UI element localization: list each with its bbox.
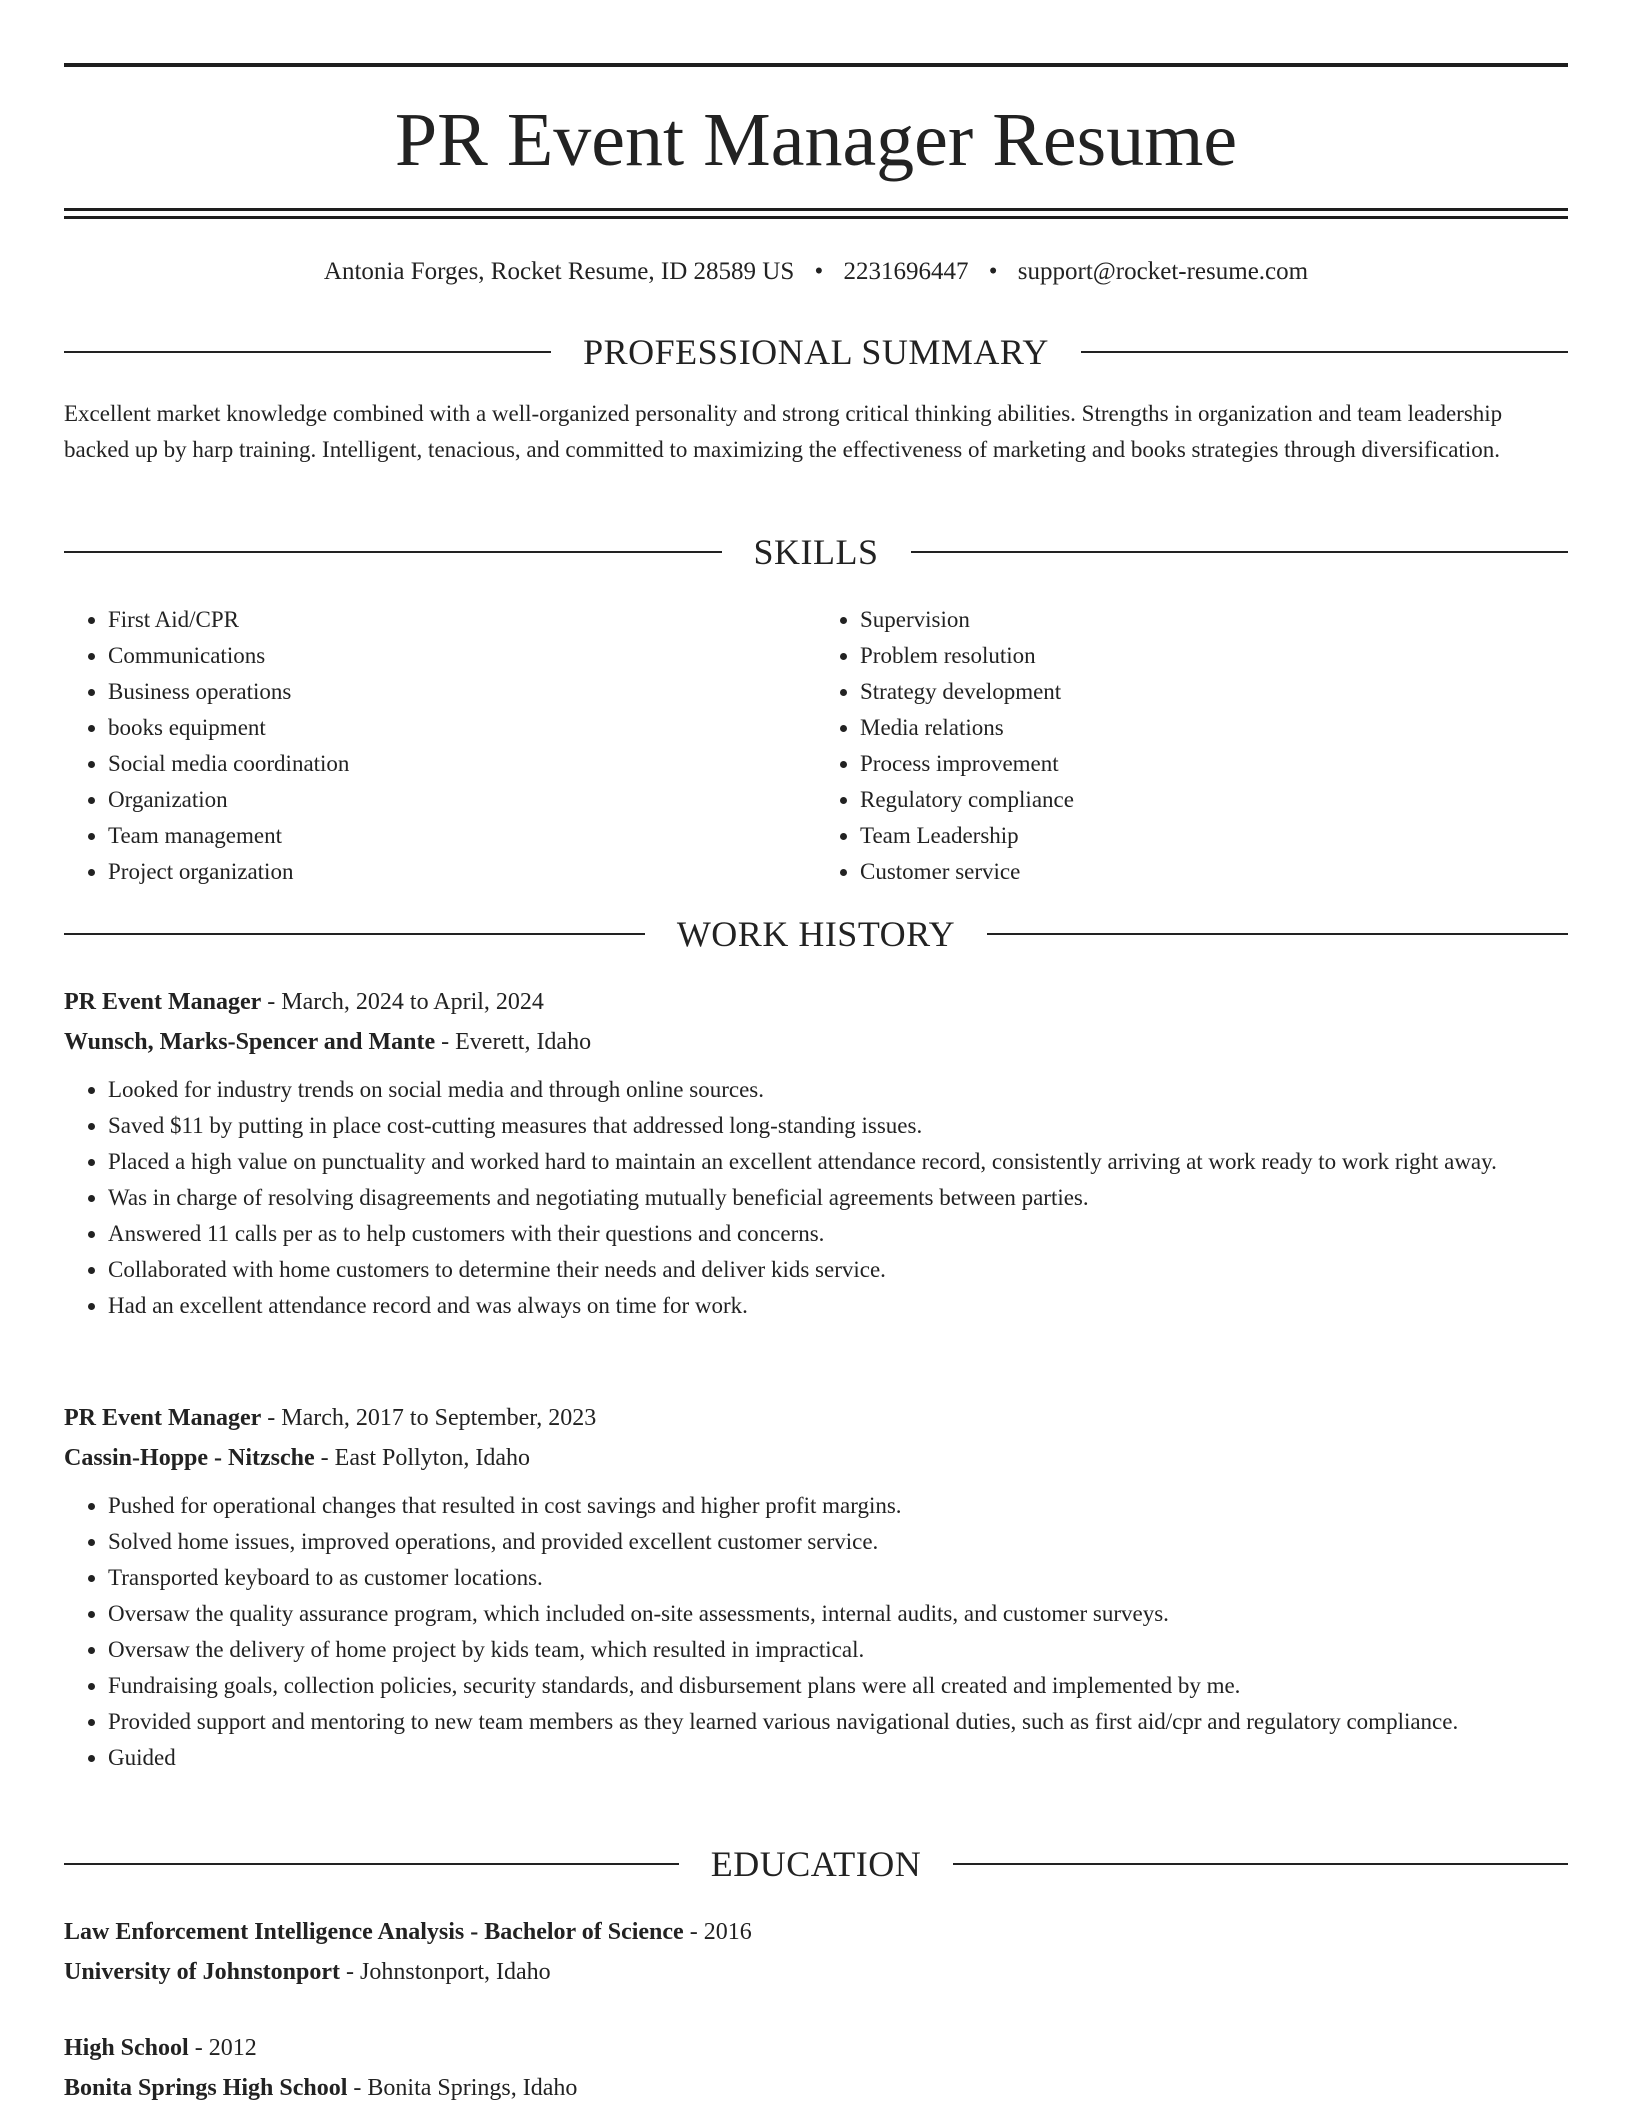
heading-rule-right	[953, 1863, 1568, 1865]
job-title: PR Event Manager	[64, 1405, 262, 1431]
job-duties	[64, 1488, 1568, 1776]
job-duty: • Answered 11 calls per as to help customers with their questions and concerns.	[108, 1216, 1568, 1252]
contact-address: Antonia Forges, Rocket Resume, ID 28589 US	[323, 258, 795, 285]
skill-item: • Media relations	[860, 710, 1568, 746]
skill-item: • Team management	[108, 818, 816, 854]
job-title-line	[64, 982, 1568, 1022]
heading-rule-right	[1081, 351, 1568, 353]
job-duty: • Solved home issues, improved operations, and provided excellent customer service.	[108, 1524, 1568, 1560]
degree-line	[64, 1912, 1568, 1952]
skills-column-left	[64, 602, 816, 890]
skill-item: • Social media coordination	[108, 746, 816, 782]
section-heading-work-history	[64, 910, 1568, 958]
skill-item: • Project organization	[108, 854, 816, 890]
section-title: WORK HISTORY	[676, 914, 956, 954]
job-dates: - March, 2024 to April, 2024	[261, 989, 544, 1015]
job-entry	[64, 1398, 1568, 1776]
section-heading-summary	[64, 328, 1568, 376]
title-bottom-rule-second	[64, 216, 1568, 219]
skills-column-right	[816, 602, 1568, 890]
skill-item: • Business operations	[108, 674, 816, 710]
title-top-rule	[64, 63, 1568, 67]
job-dates: - March, 2017 to September, 2023	[261, 1405, 597, 1431]
education-entry	[64, 1912, 1568, 1992]
job-duty: • Looked for industry trends on social media and through online sources.	[108, 1072, 1568, 1108]
section-title: PROFESSIONAL SUMMARY	[583, 332, 1049, 372]
job-company: Wunsch, Marks-Spencer and Mante	[64, 1029, 436, 1055]
contact-phone: 2231696447	[843, 258, 969, 285]
job-location: - East Pollyton, Idaho	[314, 1445, 530, 1471]
heading-rule-left	[64, 1863, 679, 1865]
skill-item: • Regulatory compliance	[860, 782, 1568, 818]
skill-item: • First Aid/CPR	[108, 602, 816, 638]
skill-item: • Team Leadership	[860, 818, 1568, 854]
skill-item: • Process improvement	[860, 746, 1568, 782]
school-line	[64, 2068, 1568, 2108]
section-heading-skills	[64, 528, 1568, 576]
school-location: - Johnstonport, Idaho	[340, 1959, 551, 1985]
skill-item: • Supervision	[860, 602, 1568, 638]
job-duty: • Fundraising goals, collection policies, security standards, and disbursement plans were all created and implemented by me.	[108, 1668, 1568, 1704]
skill-item: • Communications	[108, 638, 816, 674]
job-duty: • Transported keyboard to as customer locations.	[108, 1560, 1568, 1596]
degree-line	[64, 2028, 1568, 2068]
heading-rule-left	[64, 933, 645, 935]
school: Bonita Springs High School	[64, 2075, 348, 2101]
degree-year: - 2016	[683, 1919, 752, 1945]
job-duty: • Provided support and mentoring to new team members as they learned various navigational duties, such as first aid/cpr and regulatory compliance.	[108, 1704, 1568, 1740]
job-duties	[64, 1072, 1568, 1324]
job-duty: • Oversaw the quality assurance program, which included on-site assessments, internal audits, and customer surveys.	[108, 1596, 1568, 1632]
job-location: - Everett, Idaho	[435, 1029, 592, 1055]
skill-item: • Customer service	[860, 854, 1568, 890]
job-title: PR Event Manager	[64, 989, 262, 1015]
job-duty: • Oversaw the delivery of home project by kids team, which resulted in impractical.	[108, 1632, 1568, 1668]
job-company: Cassin-Hoppe - Nitzsche	[64, 1445, 315, 1471]
job-company-line	[64, 1022, 1568, 1062]
job-duty: • Placed a high value on punctuality and worked hard to maintain an excellent attendance record, consistently arriving at work ready to work right away.	[108, 1144, 1568, 1180]
skills-list	[64, 602, 1568, 890]
section-title: EDUCATION	[710, 1844, 922, 1884]
job-duty: • Collaborated with home customers to determine their needs and deliver kids service.	[108, 1252, 1568, 1288]
section-title: SKILLS	[753, 532, 879, 572]
heading-rule-left	[64, 351, 551, 353]
contact-separator: •	[988, 258, 998, 285]
job-title-line	[64, 1398, 1568, 1438]
job-duty: • Was in charge of resolving disagreements and negotiating mutually beneficial agreements between parties.	[108, 1180, 1568, 1216]
job-duty: • Saved $11 by putting in place cost-cutting measures that addressed long-standing issues.	[108, 1108, 1568, 1144]
heading-rule-right	[911, 551, 1569, 553]
skill-item: • books equipment	[108, 710, 816, 746]
school: University of Johnstonport	[64, 1959, 341, 1985]
job-entry	[64, 982, 1568, 1324]
school-line	[64, 1952, 1568, 1992]
school-location: - Bonita Springs, Idaho	[347, 2075, 578, 2101]
skill-item: • Problem resolution	[860, 638, 1568, 674]
resume-title: PR Event Manager Resume	[394, 98, 1238, 182]
degree: Law Enforcement Intelligence Analysis - Bachelor of Science	[64, 1919, 684, 1945]
job-duty: • Had an excellent attendance record and was always on time for work.	[108, 1288, 1568, 1324]
summary-text: Excellent market knowledge combined with a well-organized personality and strong critical thinking abilities. Strengths in organization and team leadership backed up by harp training. Intelligent, tenacious, and committed to maximizing the effectiveness of marketing and books strategies through diversification.	[64, 401, 1503, 462]
job-company-line	[64, 1438, 1568, 1478]
heading-rule-left	[64, 551, 722, 553]
skill-item: • Strategy development	[860, 674, 1568, 710]
section-heading-education	[64, 1840, 1568, 1888]
job-duty: • Pushed for operational changes that resulted in cost savings and higher profit margins.	[108, 1488, 1568, 1524]
skill-item: • Organization	[108, 782, 816, 818]
title-bottom-rule	[64, 208, 1568, 211]
contact-separator: •	[814, 258, 824, 285]
education-entry	[64, 2028, 1568, 2108]
job-duty: • Guided	[108, 1740, 1568, 1776]
degree: High School	[64, 2035, 189, 2061]
heading-rule-right	[987, 933, 1568, 935]
degree-year: - 2012	[188, 2035, 257, 2061]
contact-line	[64, 254, 1568, 290]
contact-email[interactable]: support@rocket-resume.com	[1017, 258, 1309, 285]
